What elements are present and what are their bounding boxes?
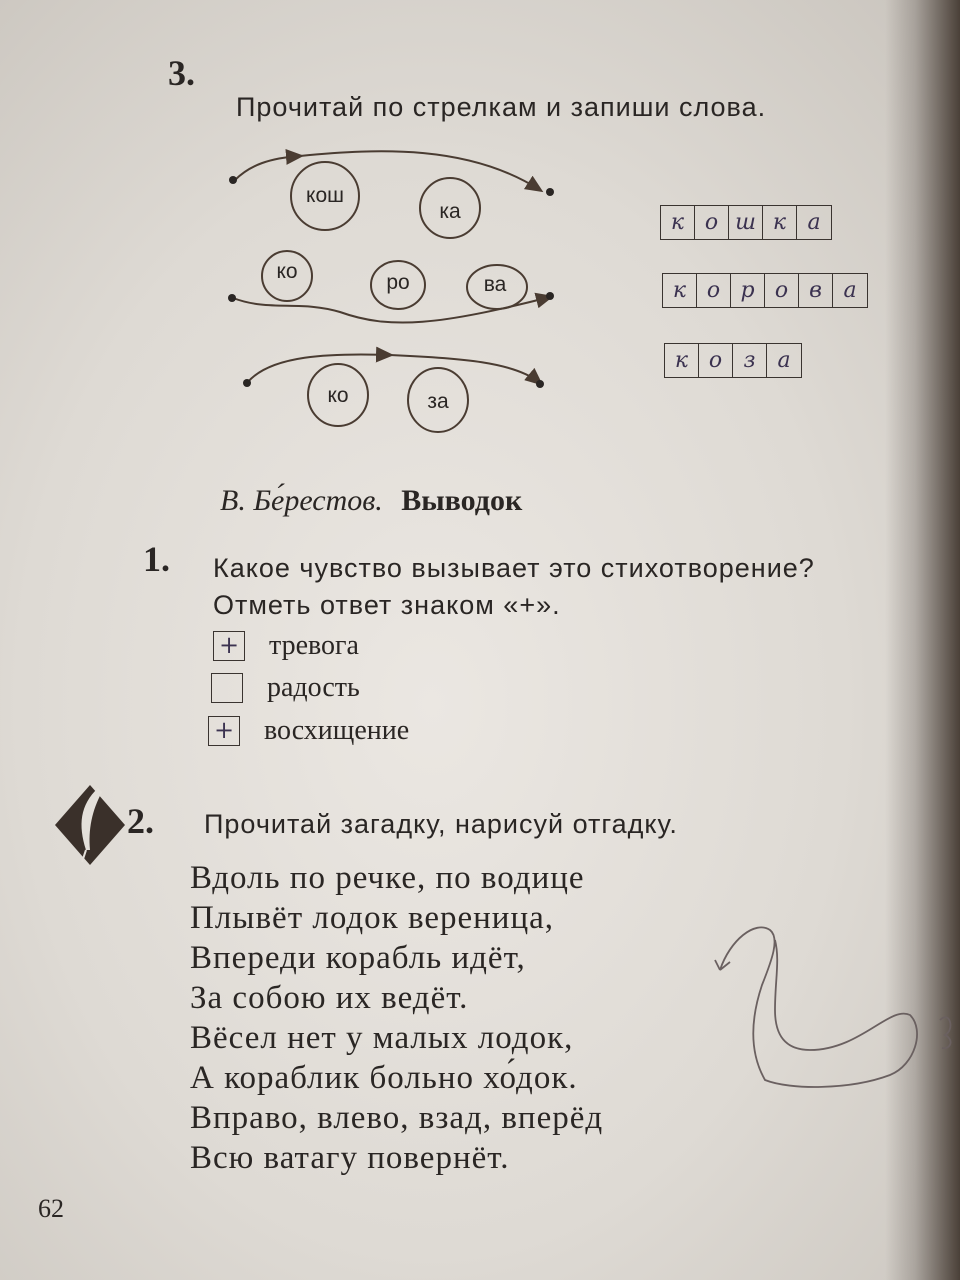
answer-letter[interactable]: о: [765, 274, 799, 307]
answer-letter[interactable]: к: [665, 344, 699, 377]
answer-letter[interactable]: к: [763, 206, 797, 239]
answer-letter[interactable]: а: [777, 348, 791, 373]
answer-boxes-koza[interactable]: [664, 343, 802, 378]
option-checkbox[interactable]: +: [208, 716, 240, 746]
syllable-va: ва: [483, 273, 507, 296]
answer-letter[interactable]: о: [699, 344, 733, 377]
answer-letter[interactable]: в: [799, 274, 833, 307]
answer-boxes-korova[interactable]: [662, 273, 868, 308]
riddle-line: А кораблик больно хо́док.: [190, 1060, 578, 1096]
riddle-line: Вправо, влево, взад, вперёд: [190, 1100, 604, 1136]
question-1-text-line2: Отметь ответ знаком «+».: [213, 590, 561, 620]
riddle-line: Вёсел нет у малых лодок,: [190, 1020, 574, 1056]
answer-boxes-koshka[interactable]: [660, 205, 832, 240]
option-label: тревога: [269, 630, 359, 661]
exercise-3-instruction: Прочитай по стрелкам и запиши слова.: [236, 92, 767, 122]
answer-letter[interactable]: а: [807, 210, 821, 235]
page-number: 62: [38, 1194, 64, 1223]
answer-letter[interactable]: к: [661, 206, 695, 239]
option-label: радость: [267, 672, 360, 703]
answer-letter[interactable]: ш: [729, 206, 763, 239]
question-1-text-line1: Какое чувство вызывает это стихотворение?: [213, 553, 815, 583]
syllable-ko-2: ко: [327, 384, 349, 407]
riddle-line: За собою их ведёт.: [190, 980, 469, 1016]
answer-letter[interactable]: з: [733, 344, 767, 377]
answer-letter[interactable]: о: [697, 274, 731, 307]
syllable-ro: ро: [386, 271, 410, 294]
syllable-za: за: [427, 390, 449, 413]
poem-heading: [220, 484, 522, 518]
option-voskhishchenie[interactable]: [208, 715, 409, 747]
syllable-ka: ка: [439, 200, 461, 223]
option-trevoga[interactable]: [213, 630, 359, 662]
riddle-line: Плывёт лодок вереница,: [190, 900, 555, 936]
riddle-line: Всю ватагу повернёт.: [190, 1140, 510, 1176]
poem-author: В. Бе́рестов.: [220, 484, 383, 517]
option-checkbox[interactable]: +: [213, 631, 245, 661]
answer-letter[interactable]: р: [731, 274, 765, 307]
syllable-ko: ко: [276, 260, 298, 283]
riddle-poem: [190, 858, 603, 1178]
exercise-3-number: 3.: [168, 53, 195, 93]
question-2-text: Прочитай загадку, нарисуй отгадку.: [204, 809, 678, 839]
question-2-number: 2.: [127, 801, 154, 841]
answer-letter[interactable]: а: [843, 278, 857, 303]
quill-diamond-icon: [50, 780, 130, 870]
question-1-number: 1.: [143, 539, 170, 579]
option-label: восхищение: [264, 715, 410, 746]
answer-letter[interactable]: о: [695, 206, 729, 239]
poem-title: Выводок: [401, 484, 523, 517]
swan-drawing: [700, 900, 960, 1100]
riddle-line: Впереди корабль идёт,: [190, 940, 526, 976]
riddle-line: Вдоль по речке, по водице: [190, 860, 585, 896]
option-radost[interactable]: [211, 672, 360, 704]
syllable-kosh: кош: [306, 184, 344, 207]
answer-letter[interactable]: к: [663, 274, 697, 307]
option-checkbox[interactable]: [211, 673, 243, 703]
